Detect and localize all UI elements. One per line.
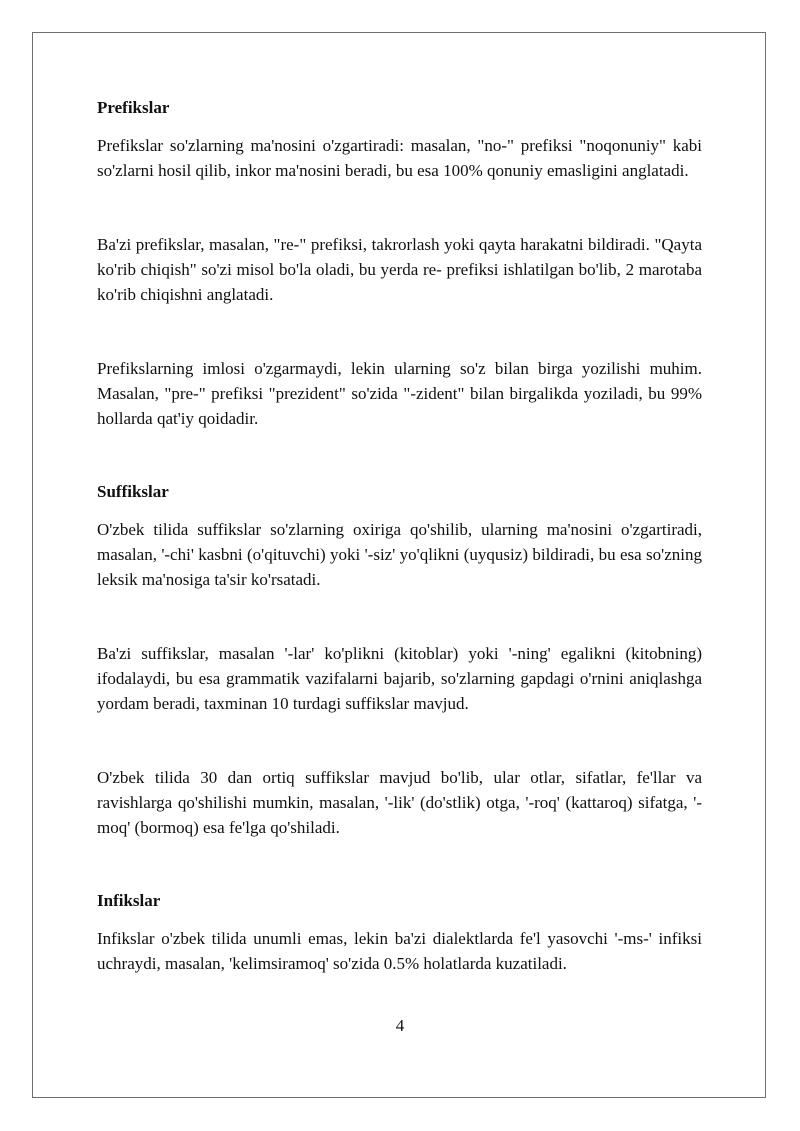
document-body bbox=[97, 96, 702, 976]
paragraph: Prefikslar so'zlarning ma'nosini o'zgartiradi: masalan, "no-" prefiksi "noqonuniy" kabi so'zlarni hosil qilib, inkor ma'nosini beradi, bu esa 100% qonuniy emasligini anglatadi. bbox=[97, 136, 702, 180]
section-heading-prefikslar: Prefikslar bbox=[97, 98, 170, 117]
section-heading-infikslar: Infikslar bbox=[97, 891, 161, 910]
paragraph: Infikslar o'zbek tilida unumli emas, lekin ba'zi dialektlarda fe'l yasovchi '-ms-' infiksi uchraydi, masalan, 'kelimsiramoq' so'zida 0.5% holatlarda kuzatiladi. bbox=[97, 929, 702, 973]
paragraph: Ba'zi prefikslar, masalan, "re-" prefiksi, takrorlash yoki qayta harakatni bildiradi. "Qayta ko'rib chiqish" so'zi misol bo'la oladi, bu yerda re- prefiksi ishlatilgan bo'lib, 2 marotaba ko'rib chiqishni anglatadi. bbox=[97, 235, 702, 304]
paragraph: O'zbek tilida suffikslar so'zlarning oxiriga qo'shilib, ularning ma'nosini o'zgartiradi, masalan, '-chi' kasbni (o'qituvchi) yoki '-siz' yo'qlikni (uyqusiz) bildiradi, bu esa so'zning leksik ma'nosiga ta'sir ko'rsatadi. bbox=[97, 520, 702, 589]
page-number: 4 bbox=[395, 1016, 405, 1035]
section-heading-suffikslar: Suffikslar bbox=[97, 482, 169, 501]
paragraph: O'zbek tilida 30 dan ortiq suffikslar mavjud bo'lib, ular otlar, sifatlar, fe'llar va ravishlarga qo'shilishi mumkin, masalan, '-lik' (do'stlik) otga, '-roq' (kattaroq) sifatga, '-moq' (bormoq) esa fe'lga qo'shiladi. bbox=[97, 768, 702, 837]
paragraph: Ba'zi suffikslar, masalan '-lar' ko'plikni (kitoblar) yoki '-ning' egalikni (kitobning) ifodalaydi, bu esa grammatik vazifalarni bajarib, so'zlarning gapdagi o'rnini aniqlashga yordam beradi, taxminan 10 turdagi suffikslar mavjud. bbox=[97, 644, 702, 713]
paragraph: Prefikslarning imlosi o'zgarmaydi, lekin ularning so'z bilan birga yozilishi muhim. Masalan, "pre-" prefiksi "prezident" so'zida "-zident" bilan birgalikda yoziladi, bu 99% hollarda qat'iy qoidadir. bbox=[97, 359, 702, 428]
